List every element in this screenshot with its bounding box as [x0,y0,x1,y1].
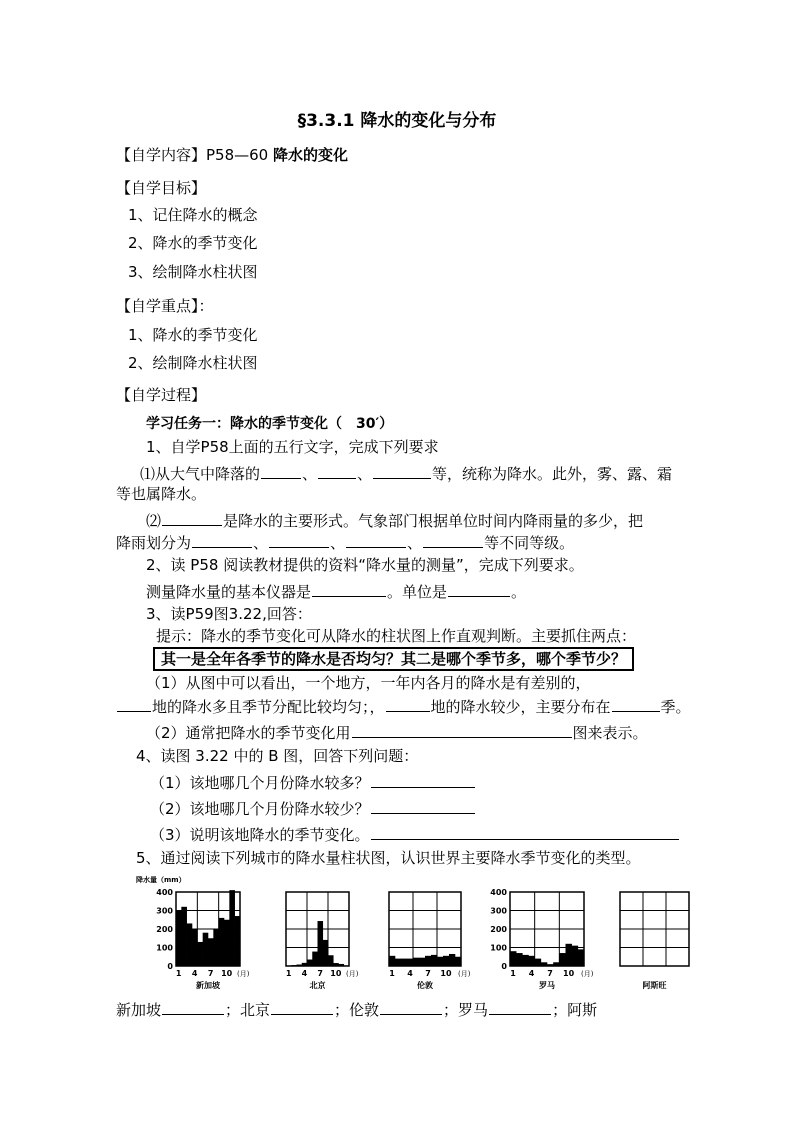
answer-blank[interactable] [380,998,442,1015]
x-tick-label: 4 [301,969,308,978]
q1-part2-text: 降雨划分为 [116,534,192,552]
y-tick-label: 300 [156,906,173,916]
precip-bar [389,956,395,966]
separator: 、 [330,534,346,552]
precip-bar [401,959,407,966]
chart-title: 北京 [309,981,326,990]
precip-bar [443,956,449,966]
x-tick-label: 7 [547,969,553,978]
precip-bar [297,965,303,966]
precip-bar [395,959,401,966]
answer-blank[interactable] [373,462,431,479]
answer-blank[interactable] [612,695,660,712]
precip-bar [437,957,443,966]
precip-bar [181,907,187,966]
answer-blank[interactable] [489,998,551,1015]
x-unit-label: (月) [346,970,359,978]
q3-part1-cont [116,695,691,717]
precip-bar [224,920,230,966]
content-label: 【自学内容】P58—60 [116,146,273,164]
answer-blank[interactable] [162,998,224,1015]
x-tick-label: 1 [285,969,292,978]
q4-intro: 4、读图 3.22 中的 B 图，回答下列问题： [136,747,419,765]
content-line [116,145,348,165]
x-tick-label: 1 [389,969,395,978]
q4-text: （1）该地哪几个月份降水较多？ [150,774,370,792]
x-tick-label: 4 [191,969,198,978]
q2-text: 。 [511,583,527,601]
answer-blank[interactable] [448,580,510,597]
answer-blank[interactable] [192,531,252,548]
city-label-london: ；伦敦 [334,1001,380,1019]
y-tick-label: 400 [490,888,507,897]
answer-blank[interactable] [386,695,430,712]
answer-blank[interactable] [271,998,333,1015]
q1-part1-text: ⑴从大气中降落的 [140,465,261,483]
q1-part2-text: 等不同等级。 [484,534,575,552]
x-tick-label: 10 [221,969,233,978]
chart-title: 新加坡 [196,981,220,990]
y-tick-label: 100 [156,943,173,953]
q3-part1: （1）从图中可以看出，一个地方，一年内各月的降水是有差别的， [146,674,591,692]
q3-text: 季。 [660,698,691,716]
q3-intro: 3、读P59图3.22,回答： [146,605,312,623]
precip-bar [455,957,461,966]
q3-boxed-note: 其一是全年各季节的降水是否均匀？其二是哪个季节多，哪个季节少？ [153,647,634,671]
goal-item: 2、降水的季节变化 [128,234,258,252]
answer-blank[interactable] [312,580,386,597]
precip-bar [339,964,345,966]
precip-bar [286,965,292,966]
key-point-item: 1、降水的季节变化 [128,326,258,344]
q3-text: 图来表示。 [572,724,648,742]
answer-row [116,998,597,1020]
precip-bar [344,965,350,966]
precip-bar [547,964,553,966]
x-tick-label: 1 [175,969,182,978]
q2-line [146,580,526,602]
x-tick-label: 7 [317,969,323,978]
answer-blank[interactable] [352,721,572,738]
q2-text: 。单位是 [387,583,448,601]
q5-intro: 5、通过阅读下列城市的降水量柱状图，认识世界主要降水季节变化的类型。 [136,849,641,867]
goals-label: 【自学目标】 [116,179,207,197]
precip-bar [431,955,437,966]
answer-blank[interactable] [371,771,475,788]
precip-bar [535,959,541,966]
task1-heading: 学习任务一：降水的季节变化（ 30′） [146,416,394,432]
precip-bar [566,944,572,966]
q3-text: （2）通常把降水的季节变化用 [146,724,351,742]
x-tick-label: 7 [425,969,431,978]
precip-bar [197,942,203,966]
precip-bar [516,953,522,966]
x-tick-label: 4 [528,969,535,978]
q3-hint: 提示：降水的季节变化可从降水的柱状图上作直观判断。主要抓住两点： [156,627,637,645]
precip-bar [572,946,578,966]
precip-bar [559,953,565,966]
x-tick-label: 1 [510,969,516,978]
city-label-beijing: ；北京 [225,1001,271,1019]
y-tick-label: 0 [501,962,507,971]
q3-part2 [146,721,648,743]
q3-boxed-line [153,647,634,671]
precip-bar [510,951,516,966]
q1-part2-cont [116,531,574,553]
chart-title: 罗马 [539,981,555,990]
q1-intro: 1、自学P58上面的五行文字，完成下列要求 [146,438,439,456]
precip-bar [235,916,241,966]
precip-bar [522,955,528,966]
y-axis-label: 降水量（mm） [136,876,186,884]
precip-bar [187,923,193,966]
q1-part1-line [140,462,672,484]
separator: 、 [357,465,373,483]
x-unit-label: (月) [458,970,471,978]
city-label-singapore: 新加坡 [116,1001,162,1019]
precip-bar [219,918,225,966]
y-tick-label: 200 [490,925,507,934]
precip-bar [208,938,214,966]
q2-text: 测量降水量的基本仪器是 [146,583,312,601]
city-label-rome: ；罗马 [443,1001,489,1019]
x-unit-label: (月) [237,970,250,978]
x-unit-label: (月) [581,970,594,978]
x-tick-label: 10 [330,969,342,978]
answer-blank[interactable] [162,509,222,526]
city-label-aswan: ；阿斯 [552,1001,598,1019]
precip-bar [192,929,198,966]
precip-bar [307,960,313,966]
precip-bar [333,963,339,966]
q4-text: （3）说明该地降水的季节变化。 [150,826,370,844]
goal-item: 1、记住降水的概念 [128,206,258,224]
answer-blank[interactable] [423,531,483,548]
q1-part2-text: 是降水的主要形式。气象部门根据单位时间内降雨量的多少，把 [223,512,644,530]
precip-bar [413,958,419,966]
answer-blank[interactable] [117,695,151,712]
q4-a [150,771,476,793]
precip-bar [425,956,431,966]
key-points-label: 【自学重点】： [116,297,214,315]
answer-blank[interactable] [269,531,329,548]
x-tick-label: 4 [407,969,413,978]
precip-bar [229,890,235,966]
answer-blank[interactable] [346,531,406,548]
q3-text: 地的降水多且季节分配比较均匀；， [152,698,385,716]
x-tick-label: 7 [207,969,214,978]
precip-bar [419,958,425,966]
q3-text: 地的降水较少，主要分布在 [430,698,611,716]
q1-part1-text: 等，统称为降水。此外，雾、露、霜 [432,465,673,483]
precip-bar [291,965,297,966]
answer-blank[interactable] [371,823,679,840]
y-tick-label: 300 [490,906,507,916]
key-point-item: 2、绘制降水柱状图 [128,354,258,372]
precip-bar [328,955,334,966]
y-tick-label: 200 [156,925,173,934]
answer-blank[interactable] [261,462,301,479]
precip-bar [323,940,329,966]
y-tick-label: 100 [490,943,507,953]
q4-text: （2）该地哪几个月份降水较少？ [150,800,370,818]
q4-c [150,823,680,845]
q4-b [150,797,476,819]
precipitation-charts [0,868,794,998]
x-tick-label: 10 [440,969,452,978]
precip-bar [318,921,324,966]
content-topic: 降水的变化 [273,146,349,164]
x-tick-label: 10 [563,969,575,978]
precip-bar [213,929,219,966]
precip-bar [312,952,318,966]
q1-part1-cont: 等也属降水。 [116,485,207,503]
separator: 、 [253,534,269,552]
q1-part2-text: ⑵ [146,512,162,530]
y-tick-label: 0 [167,962,173,971]
answer-blank[interactable] [371,797,475,814]
precip-bar [553,962,559,966]
precip-bar [541,962,547,966]
page-title: §3.3.1 降水的变化与分布 [297,111,497,131]
chart-title: 伦敦 [417,981,433,990]
precip-bar [203,933,209,966]
q2-intro: 2、读 P58 阅读教材提供的资料“降水量的测量”，完成下列要求。 [146,556,584,574]
precip-bar [578,949,584,966]
q1-part2-line [146,509,643,531]
chart-title: 阿斯旺 [642,981,667,990]
precip-bar [407,959,413,966]
precip-bar [302,963,308,966]
separator: 、 [407,534,423,552]
precip-bar [449,954,455,966]
process-label: 【自学过程】 [116,386,207,404]
separator: 、 [302,465,318,483]
y-tick-label: 400 [156,888,173,897]
precip-bar [176,911,182,967]
precip-bar [529,956,535,966]
goal-item: 3、绘制降水柱状图 [128,263,258,281]
answer-blank[interactable] [318,462,356,479]
